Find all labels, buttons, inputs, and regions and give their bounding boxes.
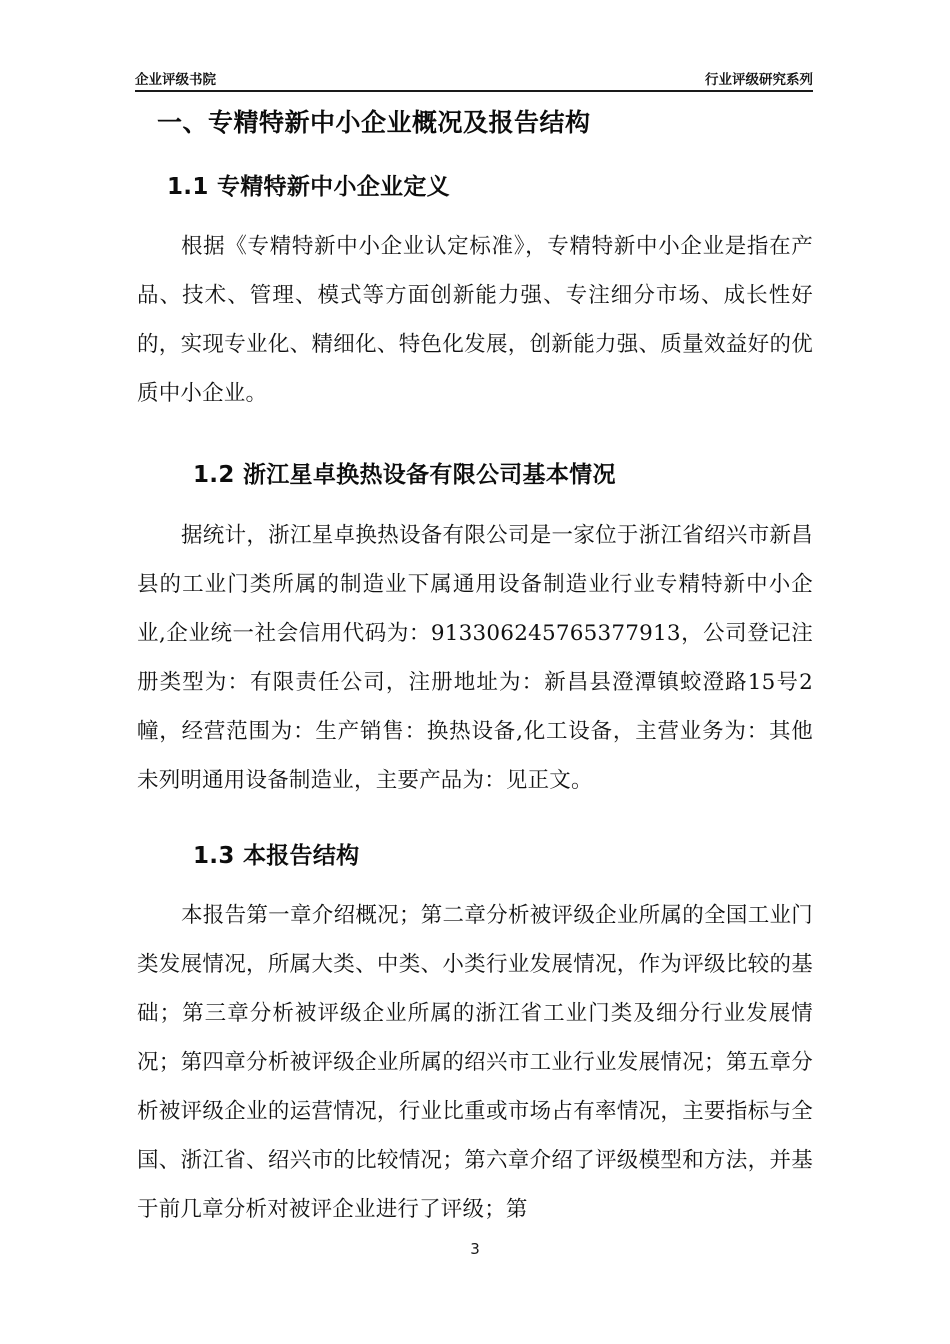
- spacer: [137, 418, 813, 458]
- spacer: [137, 142, 813, 170]
- section-heading-1-1: 1.1 专精特新中小企业定义: [167, 173, 450, 200]
- page-running-header: [135, 62, 813, 92]
- spacer: [137, 204, 813, 222]
- section-paragraph-1-2: 据统计，浙江星卓换热设备有限公司是一家位于浙江省绍兴市新昌县的工业门类所属的制造业下属通用设备制造业行业专精特新中小企业,企业统一社会信用代码为：913306245765377913，公司登记注册类型为：有限责任公司，注册地址为：新昌县澄潭镇蛟澄路15号2幢，经营范围为：生产销售：换热设备,化工设备，主营业务为：其他未列明通用设备制造业，主要产品为：见正文。: [137, 522, 813, 793]
- header-left-label: 企业评级书院: [135, 71, 216, 88]
- section-paragraph-1-3: 本报告第一章介绍概况；第二章分析被评级企业所属的全国工业门类发展情况，所属大类、中类、小类行业发展情况，作为评级比较的基础；第三章分析被评级企业所属的浙江省工业门类及细分行业发展情况；第四章分析被评级企业所属的绍兴市工业行业发展情况；第五章分析被评级企业的运营情况，行业比重或市场占有率情况，主要指标与全国、浙江省、绍兴市的比较情况；第六章介绍了评级模型和方法，并基于前几章分析对被评企业进行了评级；第: [137, 903, 813, 1222]
- spacer: [137, 805, 813, 839]
- section-heading-1-2: 1.2 浙江星卓换热设备有限公司基本情况: [193, 462, 616, 488]
- section-paragraph-1-1: 根据《专精特新中小企业认定标准》，专精特新中小企业是指在产品、技术、管理、模式等方面创新能力强、专注细分市场、成长性好的，实现专业化、精细化、特色化发展，创新能力强、质量效益好的优质中小企业。: [137, 234, 813, 406]
- header-right-label: 行业评级研究系列: [705, 71, 813, 88]
- document-body: [137, 104, 813, 1234]
- spacer: [137, 493, 813, 511]
- spacer: [137, 873, 813, 891]
- section-heading-1-3: 1.3 本报告结构: [193, 842, 360, 869]
- page-number: 3: [470, 1240, 480, 1258]
- chapter-title: 一、专精特新中小企业概况及报告结构: [157, 108, 591, 137]
